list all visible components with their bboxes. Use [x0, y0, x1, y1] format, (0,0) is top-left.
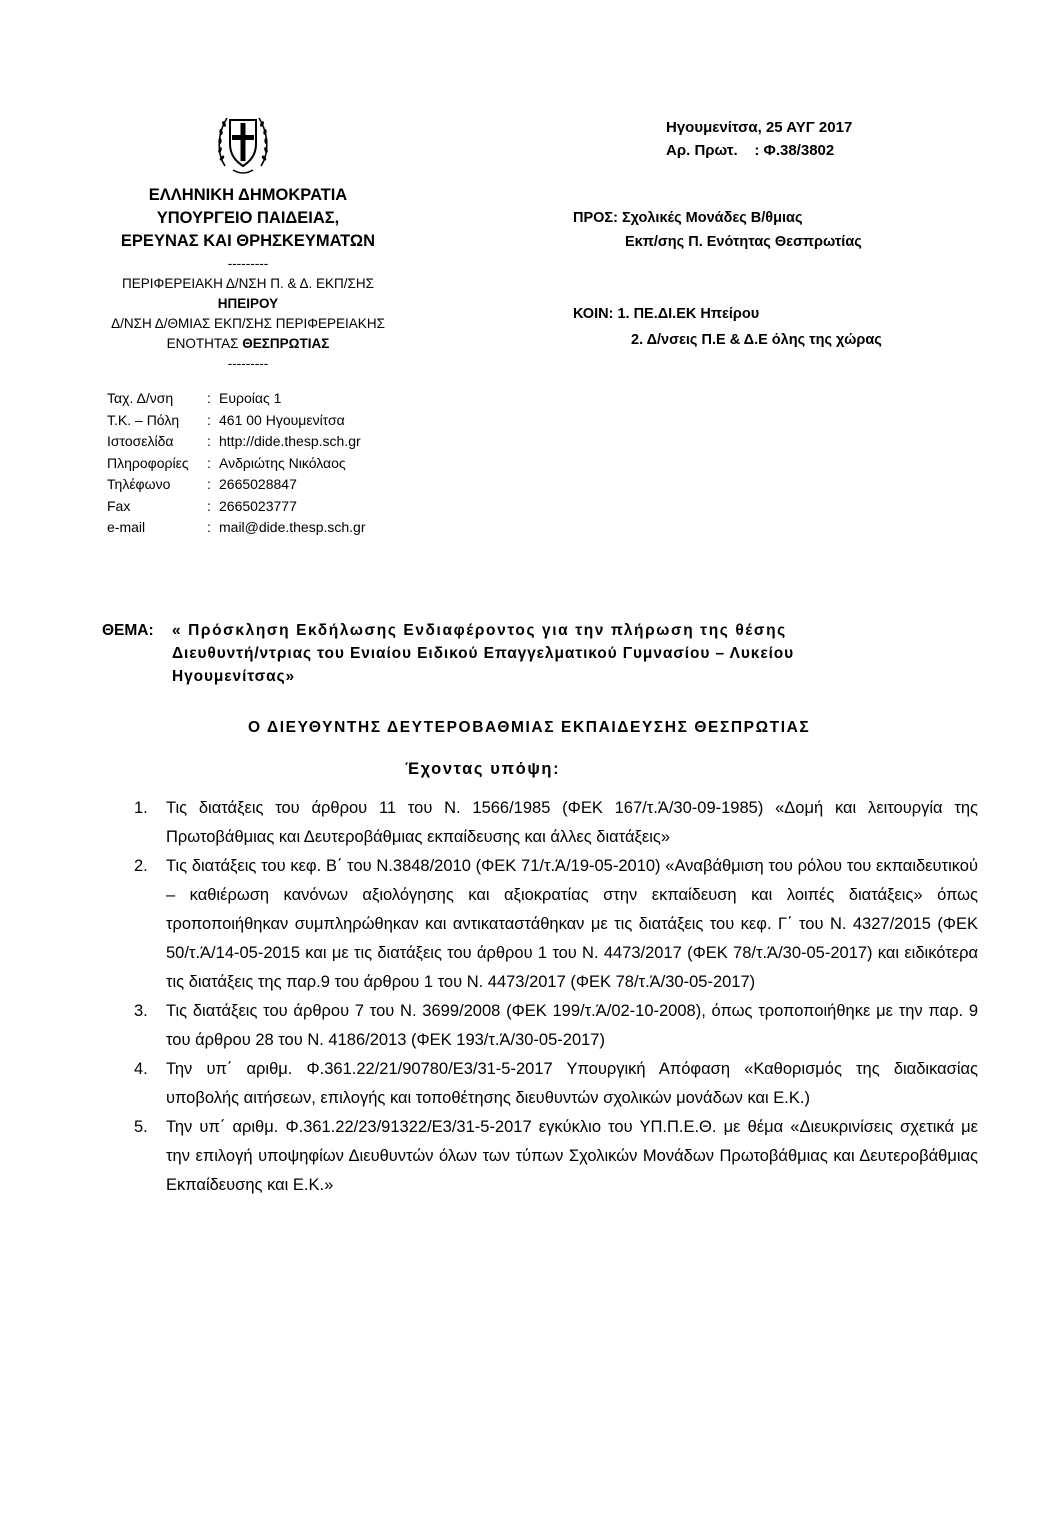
contact-row: Τηλέφωνο : 2665028847: [107, 476, 297, 492]
email-link[interactable]: mail@dide.thesp.sch.gr: [219, 519, 366, 535]
divider: ---------: [227, 256, 269, 271]
contact-row: Ταχ. Δ/νση : Ευροίας 1: [107, 390, 282, 406]
date-protocol-block: [666, 116, 852, 162]
contact-row: Πληροφορίες : Ανδριώτης Νικόλαος: [107, 454, 346, 471]
considerations-list: [134, 794, 978, 1200]
org-line: ΥΠΟΥΡΓΕΙΟ ΠΑΙΔΕΙΑΣ,: [156, 209, 340, 227]
secondary-directorate-unit: ΕΝΟΤΗΤΑΣ ΘΕΣΠΡΩΤΙΑΣ: [166, 336, 330, 351]
regional-block: [88, 254, 408, 374]
contact-details: [107, 388, 366, 539]
contact-row: Ιστοσελίδα : http://dide.thesp.sch.gr: [107, 431, 366, 453]
date-line: Ηγουμενίτσα, 25 ΑΥΓ 2017: [666, 119, 853, 136]
secondary-directorate: Δ/ΝΣΗ Δ/ΘΜΙΑΣ ΕΚΠ/ΣΗΣ ΠΕΡΙΦΕΡΕΙΑΚΗΣ: [111, 316, 385, 331]
org-line: ΕΡΕΥΝΑΣ ΚΑΙ ΘΡΗΣΚΕΥΜΑΤΩΝ: [120, 232, 376, 250]
protocol-line: Αρ. Πρωτ. : Φ.38/3802: [666, 142, 835, 159]
list-item: 3. Τις διατάξεις του άρθρου 7 του Ν. 3699/2008 (ΦΕΚ 199/τ.Ά/02-10-2008), όπως τροποποιήθηκε με την παρ. 9 του άρθρου 28 του Ν. 4186/2013 (ΦΕΚ 193/τ.Ά/30-05-2017): [134, 1002, 978, 1049]
greek-emblem-icon: [215, 106, 271, 176]
contact-row: Fax : 2665023777: [107, 497, 297, 514]
cc-line: 2. Δ/νσεις Π.Ε & Δ.Ε όλης της χώρας: [631, 332, 882, 348]
regional-directorate-region: ΗΠΕΙΡΟΥ: [217, 296, 279, 311]
list-item: 2. Τις διατάξεις του κεφ. Β΄ του Ν.3848/2010 (ΦΕΚ 71/τ.Ά/19-05-2010) «Αναβάθμιση του ρόλου του εκπαιδευτικού – καθιέρωση κανόνων αξιολόγησης και αξιοκρατίας στην εκπαίδευση και λοιπές διατάξεις» όπως τροποποιήθηκαν συμπληρώθηκαν και αντικαταστάθηκαν με τις διατάξεις του κεφ. Γ΄ του Ν. 4327/2015 (ΦΕΚ 50/τ.Ά/14-05-2015 και με τις διατάξεις του άρθρου 1 του Ν. 4473/2017 (ΦΕΚ 78/τ.Ά/30-05-2017) και ειδικότερα τις διατάξεις της παρ.9 του άρθρου 1 του Ν. 4473/2017 (ΦΕΚ 78/τ.Ά/30-05-2017): [134, 857, 978, 991]
cc-line: ΚΟΙΝ: 1. ΠΕ.ΔΙ.ΕΚ Ηπείρου: [573, 306, 760, 322]
subject-label: ΘΕΜΑ:: [102, 622, 154, 639]
recipients-block: [573, 206, 862, 254]
issuer-block: [88, 184, 408, 253]
subject-line: Διευθυντή/ντριας του Ενιαίου Ειδικού Επαγγελματικού Γυμνασίου – Λυκείου: [172, 645, 795, 662]
website-link[interactable]: http://dide.thesp.sch.gr: [219, 433, 361, 449]
cc-block: [573, 301, 882, 353]
list-item: 4. Την υπ΄ αριθμ. Φ.361.22/21/90780/Ε3/31-5-2017 Υπουργική Απόφαση «Καθορισμός της διαδικασίας υποβολής αιτήσεων, επιλογής και τοποθέτησης διευθυντών σχολικών μονάδων και Ε.Κ.): [134, 1060, 978, 1107]
to-line: Εκπ/σης Π. Ενότητας Θεσπρωτίας: [625, 234, 862, 250]
director-heading: Ο ΔΙΕΥΘΥΝΤΗΣ ΔΕΥΤΕΡΟΒΑΘΜΙΑΣ ΕΚΠΑΙΔΕΥΣΗΣ ΘΕΣΠΡΩΤΙΑΣ: [248, 719, 811, 736]
subject-block: [102, 619, 794, 688]
divider: ---------: [227, 356, 269, 371]
contact-row: Τ.Κ. – Πόλη : 461 00 Ηγουμενίτσα: [107, 411, 345, 428]
org-line: ΕΛΛΗΝΙΚΗ ΔΗΜΟΚΡΑΤΙΑ: [148, 186, 348, 204]
regional-directorate: ΠΕΡΙΦΕΡΕΙΑΚΗ Δ/ΝΣΗ Π. & Δ. ΕΚΠ/ΣΗΣ: [122, 276, 374, 291]
subject-line: Ηγουμενίτσας»: [172, 668, 296, 685]
subject-line: ΘΕΜΑ: « Πρόσκληση Εκδήλωσης Ενδιαφέροντος για την πλήρωση της θέσης: [102, 619, 794, 642]
to-line: ΠΡΟΣ: Σχολικές Μονάδες Β/θμιας: [573, 210, 803, 226]
contact-row: e-mail : mail@dide.thesp.sch.gr: [107, 517, 366, 539]
list-item: 1. Τις διατάξεις του άρθρου 11 του Ν. 1566/1985 (ΦΕΚ 167/τ.Ά/30-09-1985) «Δομή και λειτουργία της Πρωτοβάθμιας και Δευτεροβάθμιας εκπαίδευσης και άλλες διατάξεις»: [134, 799, 978, 846]
list-item: 5. Την υπ΄ αριθμ. Φ.361.22/23/91322/Ε3/31-5-2017 εγκύκλιο του ΥΠ.Π.Ε.Θ. με θέμα «Διευκρινίσεις σχετικά με την επιλογή υποψηφίων Διευθυντών όλων των τύπων Σχολικών Μονάδων Πρωτοβάθμιας και Δευτεροβάθμιας Εκπαίδευσης και Ε.Κ.»: [134, 1118, 978, 1194]
considering-heading: Έχοντας υπόψη:: [405, 760, 561, 778]
